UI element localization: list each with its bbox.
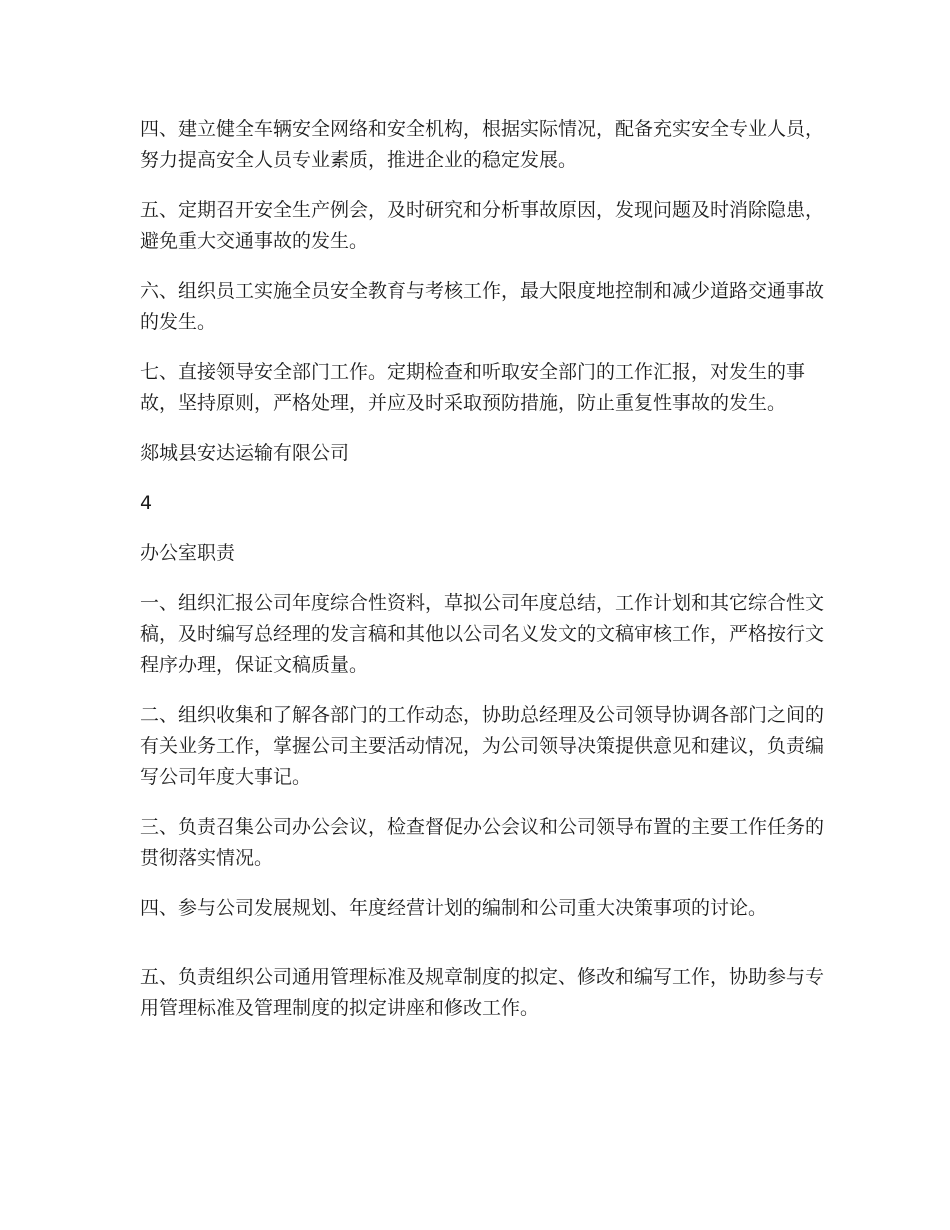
paragraph-safety-item-4: 四、建立健全车辆安全网络和安全机构，根据实际情况，配备充实安全专业人员，努力提高安全人员专业素质，推进企业的稳定发展。 [140,118,825,171]
paragraph-office-item-1: 一、组织汇报公司年度综合性资料，草拟公司年度总结，工作计划和其它综合性文稿，及时编写总经理的发言稿和其他以公司名义发文的文稿审核工作，严格按行文程序办理，保证文稿质量。 [140,592,825,676]
paragraph-safety-item-6: 六、组织员工实施全员安全教育与考核工作，最大限度地控制和减少道路交通事故的发生。 [140,280,825,333]
paragraph-office-item-2: 二、组织收集和了解各部门的工作动态，协助总经理及公司领导协调各部门之间的有关业务工作，掌握公司主要活动情况，为公司领导决策提供意见和建议，负责编写公司年度大事记。 [140,704,825,788]
paragraph-safety-item-5: 五、定期召开安全生产例会，及时研究和分析事故原因，发现问题及时消除隐患，避免重大交通事故的发生。 [140,199,825,252]
section-number: 4 [140,492,153,514]
company-name: 郯城县安达运输有限公司 [140,442,350,464]
paragraph-office-item-3: 三、负责召集公司办公会议，检查督促办公会议和公司领导布置的主要工作任务的贯彻落实情况。 [140,816,825,869]
paragraph-office-item-5: 五、负责组织公司通用管理标准及规章制度的拟定、修改和编写工作，协助参与专用管理标准及管理制度的拟定讲座和修改工作。 [140,966,825,1019]
paragraph-safety-item-7: 七、直接领导安全部门工作。定期检查和听取安全部门的工作汇报，对发生的事故，坚持原则，严格处理，并应及时采取预防措施，防止重复性事故的发生。 [140,361,806,414]
section-title: 办公室职责 [140,542,236,564]
paragraph-office-item-4: 四、参与公司发展规划、年度经营计划的编制和公司重大决策事项的讨论。 [140,897,768,919]
document-body [140,114,830,1043]
